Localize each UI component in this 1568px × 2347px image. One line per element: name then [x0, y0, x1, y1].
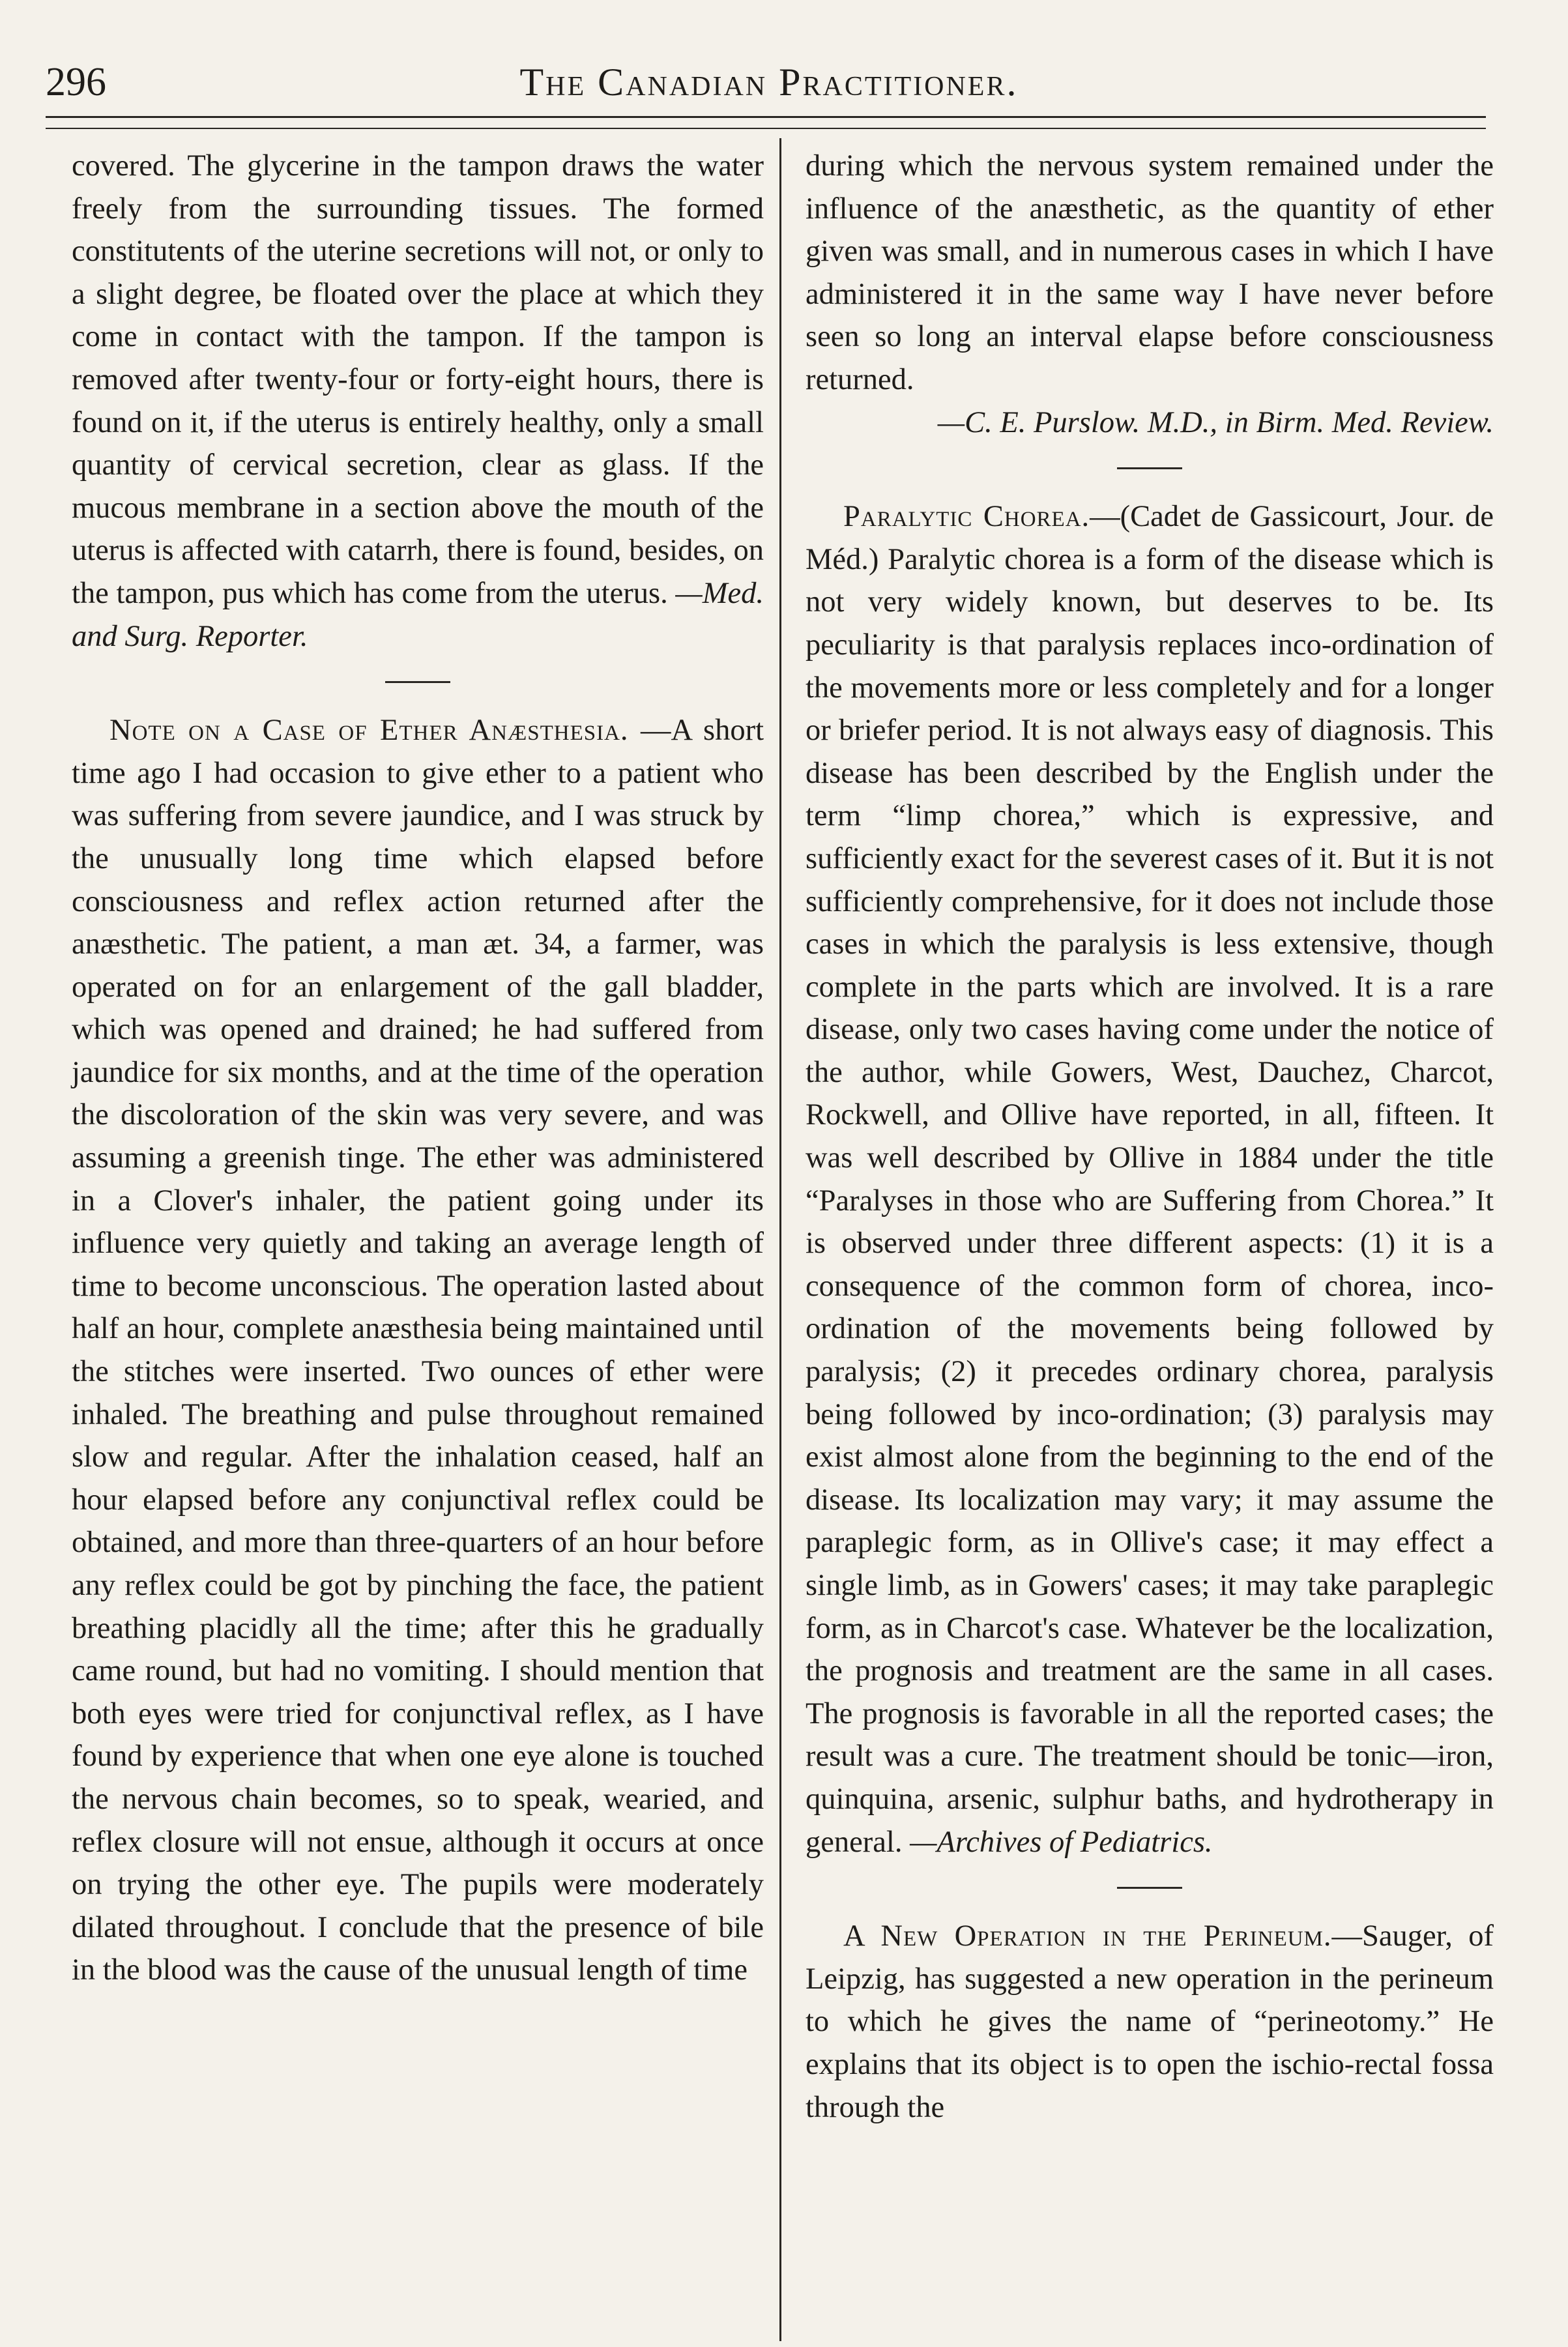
right-column	[806, 145, 1494, 2129]
perineum-article	[806, 1915, 1494, 2129]
page-number: 296	[46, 60, 106, 104]
ether-article	[72, 709, 764, 1992]
section-separator	[385, 681, 450, 683]
ether-body: —A short time ago I had occasion to give ether to a patient who was suffering from severe jaundice, and I was struck by the unusually long time which elapsed before consciousness and reflex action returned after the anæsthetic. The patient, a man æt. 34, a farmer, was operated on for an enlargement of the gall bladder, which was opened and drained; he had suffered from jaundice for six months, and at the time of the operation the discoloration of the skin was very severe, and was assuming a greenish tinge. The ether was administered in a Clover's inhaler, the patient going under its influence very quietly and taking an average length of time to become unconscious. The operation lasted about half an hour, complete anæsthesia being maintained until the stitches were inserted. Two ounces of ether were inhaled. The breathing and pulse throughout remained slow and regular. After the inhalation ceased, half an hour elapsed before any conjunctival reflex could be obtained, and more than three-quarters of an hour before any reflex could be got by pinching the face, the patient breathing placidly all the time; after this he gradually came round, but had no vomiting. I should mention that both eyes were tried for conjunctival reflex, as I have found by experience that when one eye alone is touched the nervous chain becomes, so to speak, wearied, and reflex closure will not ensue, although it occurs at once on trying the other eye. The pupils were moderately dilated throughout. I conclude that the presence of bile in the blood was the cause of the unusual length of time	[72, 714, 764, 1987]
header-rule-bottom	[46, 128, 1486, 129]
perineum-heading: A New Operation in the Perineum.	[843, 1919, 1332, 1953]
tampon-text: covered. The glycerine in the tampon draws the water freely from the surrounding tissues. The formed constitutents of the uterine secretions will not, or only to a slight degree, be floated over the place at which they come in contact with the tampon. If the tampon is removed after twenty-four or forty-eight hours, there is found on it, if the uterus is entirely healthy, only a small quantity of cervical secretion, clear as glass. If the mucous membrane in a section above the mouth of the uterus is affected with catarrh, there is found, besides, on the tampon, pus which has come from the uterus.	[72, 149, 764, 610]
section-separator	[1117, 467, 1182, 469]
ether-source: —C. E. Purslow. M.D., in Birm. Med. Review.	[937, 405, 1494, 439]
section-separator	[1117, 1887, 1182, 1889]
left-column	[72, 145, 764, 1992]
chorea-body: Paralytic chorea is a form of the disease which is not very widely known, but deserves to be. Its peculiarity is that paralysis replaces inco-ordination of the movements more or less completely and for a longer or briefer period. It is not always easy of diagnosis. This disease has been described by the English under the term “limp chorea,” which is expressive, and sufficiently exact for the severest cases of it. But it is not sufficiently comprehensive, for it does not include those cases in which the paralysis is less extensive, though complete in the parts which are involved. It is a rare disease, only two cases having come under the notice of the author, while Gowers, West, Dauchez, Charcot, Rockwell, and Ollive have reported, in all, fifteen. It was well described by Ollive in 1884 under the title “Paralyses in those who are Suffering from Chorea.” It is observed under three different aspects: (1) it is a consequence of the common form of chorea, inco-ordination of the movements being followed by paralysis; (2) it precedes ordinary chorea, paralysis being followed by inco-ordination; (3) paralysis may exist almost alone from the beginning to the end of the disease. Its localization may vary; it may assume the paraplegic form, as in Ollive's case; it may effect a single limb, as in Gowers' cases; it may take paraplegic form, as in Charcot's case. Whatever be the localization, the prognosis and treatment are the same in all cases. The prognosis is favorable in all the reported cases; the result was a cure. The treatment should be tonic—iron, quinquina, arsenic, sulphur baths, and hydrotherapy in general.	[806, 542, 1494, 1859]
chorea-citation: —(Cadet de Gassicourt, Jour. de Méd.)	[806, 500, 1494, 576]
chorea-article	[806, 495, 1494, 1863]
perineum-body: —Sauger, of Leipzig, has suggested a new operation in the perineum to which he gives the name of “perineotomy.” He explains that its object is to open the ischio-rectal fossa through the	[806, 1919, 1494, 2124]
ether-heading: Note on a Case of Ether Anæsthesia.	[109, 714, 629, 748]
tampon-paragraph	[72, 145, 764, 658]
tampon-source: —Med. and Surg. Reporter.	[72, 576, 764, 653]
column-divider	[779, 138, 781, 2341]
running-title: The Canadian Practitioner.	[519, 61, 1019, 104]
ether-source-line	[806, 401, 1494, 445]
chorea-source: —Archives of Pediatrics.	[910, 1825, 1213, 1859]
chorea-heading: Paralytic Chorea.	[843, 500, 1090, 534]
ether-continuation-text: during which the nervous system remained under the influence of the anæsthetic, as the quantity of ether given was small, and in numerous cases in which I have administered it in the same way I have never before seen so long an interval elapse before consciousness returned.	[806, 149, 1494, 396]
header-rule-top	[46, 116, 1486, 118]
ether-continuation	[806, 145, 1494, 401]
page-header	[39, 43, 1499, 121]
